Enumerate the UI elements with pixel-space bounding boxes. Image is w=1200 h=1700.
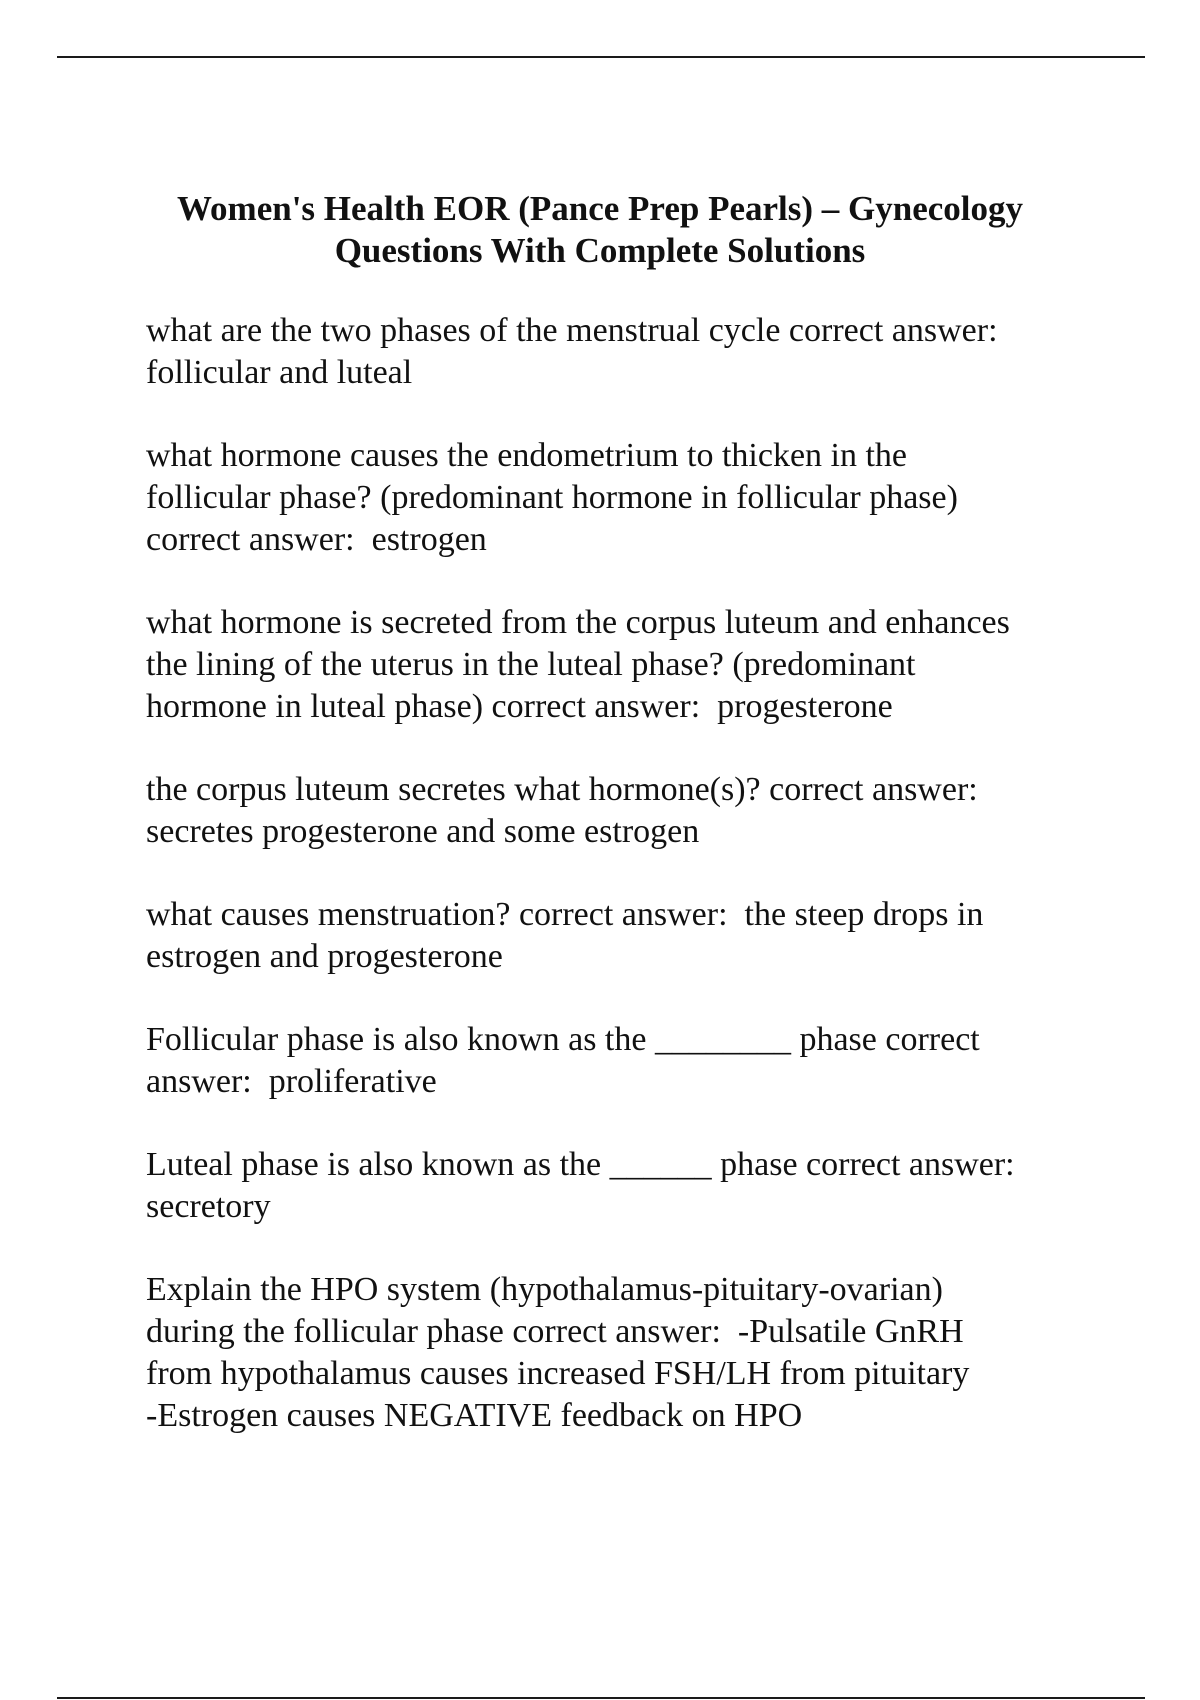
question-answer-list (146, 310, 1096, 1478)
title-line-2: Questions With Complete Solutions (334, 231, 866, 270)
document-title (120, 188, 1080, 272)
qa-item: the corpus luteum secretes what hormone(s)? correct answer: secretes progesterone and some estrogen (146, 771, 978, 850)
qa-item: Luteal phase is also known as the ______ phase correct answer: secretory (146, 1146, 1015, 1225)
qa-item: what are the two phases of the menstrual cycle correct answer: follicular and luteal (146, 312, 998, 391)
qa-item: Follicular phase is also known as the ________ phase correct answer: proliferative (146, 1021, 980, 1100)
title-line-1: Women's Health EOR (Pance Prep Pearls) – Gynecology (176, 189, 1024, 228)
header-rule (57, 56, 1145, 58)
qa-item: what hormone is secreted from the corpus luteum and enhances the lining of the uterus in the luteal phase? (predominant hormone in luteal phase) correct answer: progesterone (146, 604, 1010, 725)
qa-item: what hormone causes the endometrium to thicken in the follicular phase? (predominant hormone in follicular phase) correct answer: estrogen (146, 437, 958, 558)
qa-item: what causes menstruation? correct answer: the steep drops in estrogen and progesterone (146, 896, 984, 975)
footer-rule (57, 1697, 1145, 1699)
qa-item: Explain the HPO system (hypothalamus-pituitary-ovarian) during the follicular phase correct answer: -Pulsatile GnRH from hypothalamus causes increased FSH/LH from pituitary -Estrogen causes NEGATIVE feedback on HPO (146, 1271, 970, 1434)
